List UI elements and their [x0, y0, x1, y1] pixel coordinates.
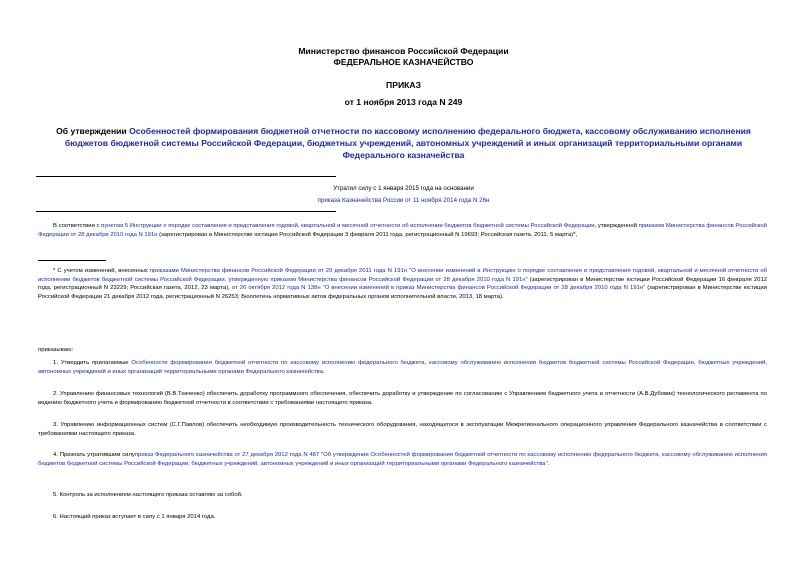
preamble-link-order[interactable]: приказом Министерства финансов Российской Федерации от 28 декабря 2010 года N 191н: [38, 223, 767, 238]
divider-top: [36, 176, 336, 177]
preamble-text-1: В соответствии с: [53, 223, 102, 229]
item-4-text: 4. Признать утратившим силу: [53, 452, 135, 458]
item-4-end: .: [547, 460, 550, 467]
document-title: [56, 125, 751, 161]
divider-bottom: [36, 211, 336, 212]
item-4-link[interactable]: приказ Федерального казначейства от 27 декабря 2012 года N 487 "Об утверждении Особенностей формирования бюджетной отчетности по кассовому исполнению федерального бюджета, кассовому обслуживанию исполнения бюджетов бюджетной системы Российской Федерации, бюджетных учреждений, автономных учреждений и иных организаций территориальными органами Федерального казначейства": [38, 452, 767, 467]
treasury-name: ФЕДЕРАЛЬНОЕ КАЗНАЧЕЙСТВО: [333, 57, 474, 67]
item-4: [38, 451, 767, 468]
footnote-paragraph: [38, 267, 767, 301]
status-note-container: [0, 196, 807, 205]
preamble-text-2: , утвержденной: [594, 223, 639, 229]
footnote-link-2[interactable]: от 26 октября 2012 года N 138н "О внесении изменений в приказ Министерства финансов Российской Федерации от 28 декабря 2010 года N 191н": [231, 285, 646, 292]
preamble-text-3: (зарегистрирован в Министерстве юстиции Российской Федерации 3 февраля 2011 года, регистрационный N 19693; Российская газета, 2011, 5 марта)*,: [157, 231, 578, 238]
footnote-text-3: (зарегистрирован в Министерстве юстиции Российской Федерации 21 декабря 2012 года, регистрационный N 26253; Бюллетень нормативных актов федеральных органов исполнительной власти, 2013, 18 марта).: [38, 285, 768, 300]
item-1: [38, 359, 767, 376]
status-note-link[interactable]: приказа Казначейства России от 11 ноября 2014 года N 26н: [317, 197, 490, 204]
footnote-separator: [38, 260, 106, 261]
order-word: приказываю:: [38, 347, 74, 353]
item-1-link[interactable]: Особенности формирования бюджетной отчетности по кассовому исполнению федерального бюджета, кассовому обслуживанию исполнения бюджетов бюджетной системы Российской Федерации, бюджетных учреждений, автономных учреждений и иных организаций территориальными органами Федерального казначейства: [38, 360, 767, 375]
title-prefix: Об утверждении: [56, 126, 130, 136]
document-date: от 1 ноября 2013 года N 249: [344, 97, 463, 107]
item-1-end: .: [323, 368, 325, 375]
preamble-link-instruction[interactable]: пунктом 5 Инструкции о порядке составления и представления годовой, квартальной и месячной отчетности об исполнении бюджетов бюджетной системы Российской Федерации: [101, 223, 595, 229]
document-type: ПРИКАЗ: [386, 80, 421, 90]
status-note-line: Утратил силу с 1 января 2015 года на основании: [333, 185, 474, 192]
footnote-text-2: (зарегистрирован в Министерстве юстиции Российской Федерации 16 февраля 2012 года, регистрационный N 23229; Российская газета, 2012, 23 марта),: [38, 276, 767, 292]
footnote-text-1: * С учетом изменений, внесенных: [53, 268, 150, 274]
title-link[interactable]: Особенностей формирования бюджетной отчетности по кассовому исполнению федерального бюджета, кассовому обслуживанию исполнения бюджетов бюджетной системы Российской Федерации, бюджетных учреждений, автономных учреждений и иных организаций территориальными органами Федерального казначейства: [64, 126, 751, 160]
item-2: 2. Управлению финансовых технологий (В.В.Ткаченко) обеспечить доработку программного обеспечения, обеспечить доработку и утверждение по согласованию с Управлением бюджетного учета и отчетности (А.В.Дубовик) технологического регламента по ведению бюджетного учета и формированию бюджетной отчетности в соответствии с требованиями настоящего приказа.: [38, 391, 767, 406]
item-3: 3. Управлению информационных систем (С.Г.Павлов) обеспечить необходимую производительность технического оборудования, находящегося в эксплуатации Межрегионального операционного управления Федерального казначейства в соответствии с требованиями настоящего приказа.: [38, 422, 767, 437]
item-6: 6. Настоящий приказ вступает в силу с 1 января 2014 года.: [53, 514, 216, 520]
footnote-link-1[interactable]: приказами Министерства финансов Российской Федерации от 29 декабря 2011 года N 191н "О внесении изменений в Инструкцию о порядке составления и представления годовой, квартальной и месячной отчетности об исполнении бюджетов бюджетной системы Российской Федерации, утвержденную приказом Министерства финансов Российской Федерации от 28 декабря 2010 года N 191н": [38, 268, 767, 283]
item-5: 5. Контроль за исполнением настоящего приказа оставляю за собой.: [53, 492, 243, 498]
ministry-name: Министерство финансов Российской Федерации: [298, 46, 509, 56]
preamble-paragraph: [38, 222, 767, 239]
item-1-text: 1. Утвердить прилагаемые: [53, 360, 132, 366]
